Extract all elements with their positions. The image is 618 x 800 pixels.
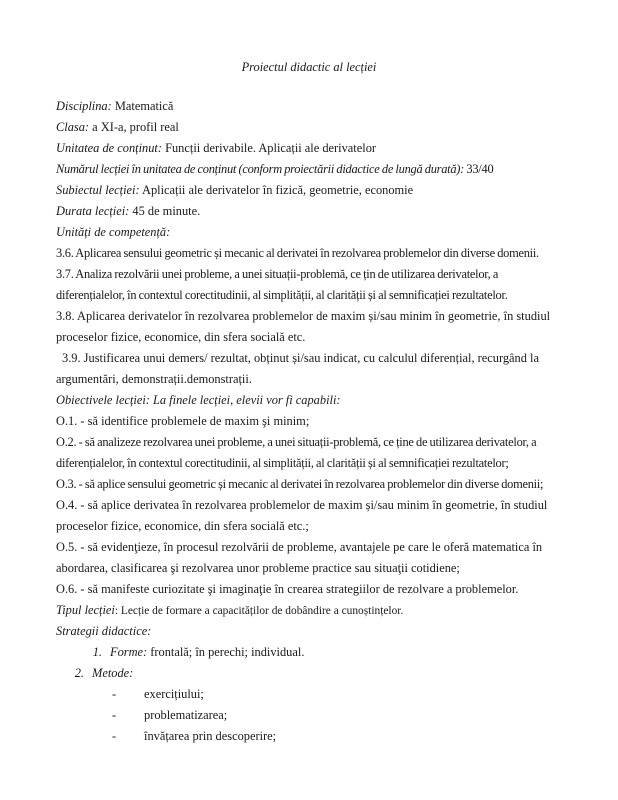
obiectiv-o4-line1: O.4. - să aplice derivatea în rezolvarea problemelor de maxim și/sau minim în geometrie, în studiul [56, 498, 548, 512]
obiectiv-o5-line1: O.5. - să evidenţieze, în procesul rezolvării de probleme, avantajele pe care le oferă matematica în [56, 540, 543, 554]
field-durata [56, 203, 563, 219]
field-value: Matematică [111, 99, 174, 113]
competenta-3-9-line2: argumentări, demonstrații.demonstrații. [56, 372, 252, 386]
list-number: 1. [92, 645, 102, 659]
forme-value: frontală; în perechi; individual. [147, 645, 305, 659]
field-label: Clasa: [56, 120, 90, 134]
field-value: Funcții derivabile. Aplicații ale derivatelor [162, 141, 377, 155]
metoda-item [112, 686, 563, 702]
obiectiv-o2-line1: O.2. - să analizeze rezolvarea unei probleme, a unei situații-problemă, ce ține de utilizarea derivatelor, a [56, 435, 537, 449]
competenta-3-6: 3.6. Aplicarea sensului geometric și mecanic al derivatei în rezolvarea problemelor din diverse domenii. [56, 246, 539, 260]
tipul-lectiei [56, 602, 563, 618]
competenta-3-8-line2: proceselor fizice, economice, din sfera socială etc. [56, 330, 306, 344]
forme-label: Forme: [110, 645, 148, 659]
metoda-text: învățarea prin descoperire; [144, 729, 277, 743]
field-clasa [56, 119, 563, 135]
field-unitatea [56, 140, 563, 156]
field-label: Subiectul lecției: [56, 183, 140, 197]
list-dash: - [112, 708, 117, 722]
field-value: 45 de minute. [129, 204, 201, 218]
obiective-heading: Obiectivele lecției: La finele lecției, elevii vor fi capabili: [56, 393, 341, 407]
obiectiv-o1: O.1. - să identifice problemele de maxim şi minim; [56, 414, 310, 428]
list-dash: - [112, 687, 117, 701]
metode-label: Metode: [92, 666, 134, 680]
metoda-text: exercițiului; [144, 687, 204, 701]
strategii-heading: Strategii didactice: [56, 624, 152, 638]
list-number: 2. [74, 666, 84, 680]
document-title: Proiectul didactic al lecției [241, 60, 377, 74]
field-label: Durata lecției: [56, 204, 130, 218]
list-dash: - [112, 729, 117, 743]
metoda-item [112, 728, 563, 744]
competenta-3-9-line1: 3.9. Justificarea unui demers/ rezultat, obținut și/sau indicat, cu calculul diferențial, recurgând la [62, 351, 539, 365]
field-subiectul [56, 182, 563, 198]
field-disciplina [56, 98, 563, 114]
competenta-3-7-line1: 3.7. Analiza rezolvării unei probleme, a unei situații-problemă, ce țin de utilizarea derivatelor, a [56, 267, 499, 281]
obiectiv-o6: O.6. - să manifeste curiozitate şi imaginaţie în crearea strategiilor de rezolvare a problemelor. [56, 582, 519, 596]
obiectiv-o5-line2: abordarea, clasificarea şi rezolvarea unor probleme practice sau situaţii cotidiene; [56, 561, 460, 575]
field-label: Numărul lecției în unitatea de conținut (conform proiectării didactice de lungă durată): [56, 162, 465, 176]
field-value: a XI-a, profil real [89, 120, 179, 134]
field-label: Disciplina: [56, 99, 112, 113]
field-numarul [56, 161, 563, 177]
obiectiv-o3: O.3. - să aplice sensului geometric și mecanic al derivatei în rezolvarea problemelor din diverse domenii; [56, 477, 544, 491]
field-value: : Lecție de formare a capacităților de dobândire a cunoștințelor. [114, 605, 404, 617]
competenta-3-7-line2: diferențialelor, în contextul corectitudinii, al simplității, al clarității și al semnificației rezultatelor. [56, 288, 508, 302]
obiectiv-o4-line2: proceselor fizice, economice, din sfera socială etc.; [56, 519, 309, 533]
field-label: Unitatea de conținut: [56, 141, 162, 155]
obiectiv-o2-line2: diferențialelor, în contextul corectitudinii, al simplității, al clarității și al semnificației rezultatelor; [56, 456, 509, 470]
field-label: Tipul lecției [56, 603, 115, 617]
metoda-text: problematizarea; [144, 708, 228, 722]
forme-item [82, 644, 563, 660]
metode-item [64, 665, 563, 681]
competenta-3-8-line1: 3.8. Aplicarea derivatelor în rezolvarea problemelor de maxim și/sau minim în geometrie, în studiul [56, 309, 551, 323]
field-value: 33/40 [464, 162, 494, 176]
metoda-item [112, 707, 563, 723]
field-value: Aplicații ale derivatelor în fizică, geometrie, economie [139, 183, 414, 197]
competente-heading: Unități de competență: [56, 225, 171, 239]
